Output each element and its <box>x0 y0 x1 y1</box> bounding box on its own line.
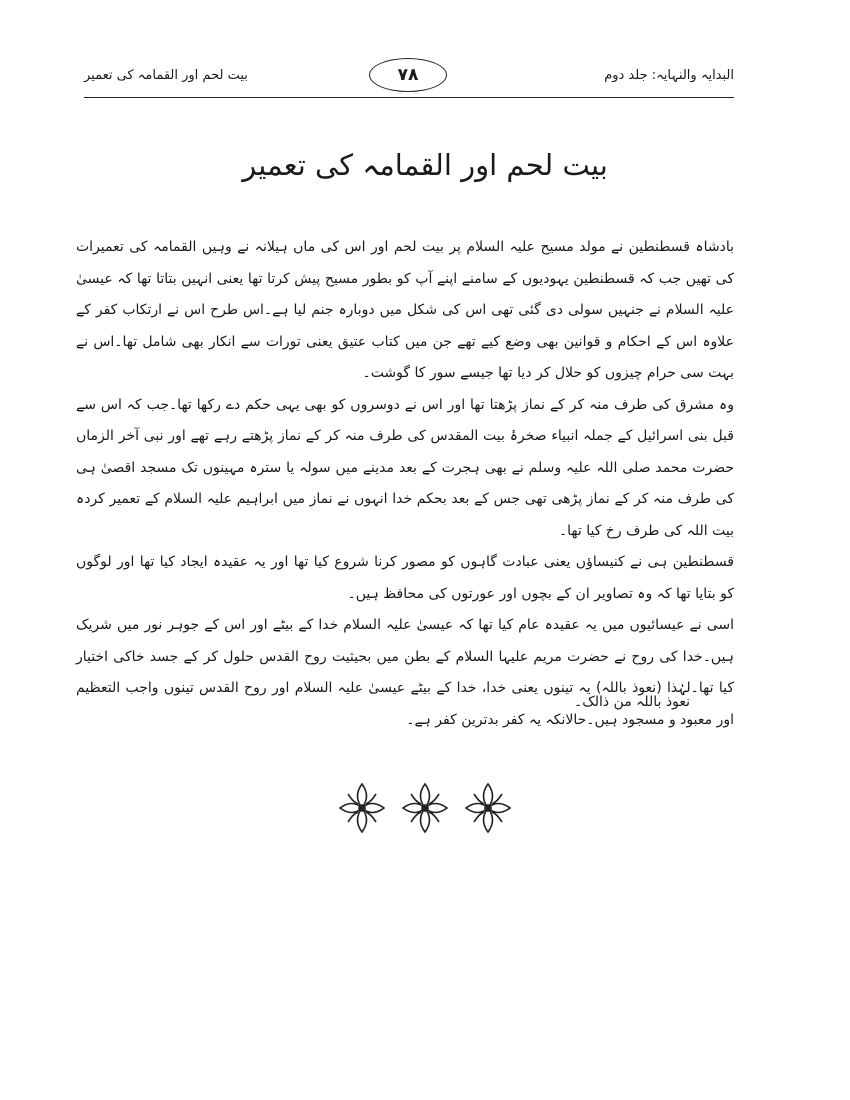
paragraph-2: وہ مشرق کی طرف منہ کر کے نماز پڑھتا تھا اور اس نے دوسروں کو بھی یہی حکم دے رکھا تھا۔جب کہ اس سے قبل بنی اسرائیل کے جملہ انبیاء صخرۂ بیت المقدس کی طرف منہ کر کے نماز پڑھتے رہے تھے اور نبی آخر الزماں حضرت محمد صلی اللہ علیہ وسلم نے بھی ہجرت کے بعد مدینے میں سولہ یا سترہ مہینوں تک مسجد اقصیٰ ہی کی طرف منہ کر کے نماز پڑھی تھی جس کے بعد بحکم خدا انہوں نے نماز میں ابراہیم علیہ السلام کے تعمیر کردہ بیت اللہ کی طرف رخ کیا تھا۔ <box>76 396 734 539</box>
header-chapter-title: بیت لحم اور القمامہ کی تعمیر <box>84 68 248 83</box>
running-header <box>84 58 734 96</box>
paragraph-1: بادشاہ قسطنطین نے مولد مسیح علیہ السلام پر بیت لحم اور اس کی ماں ہیلانہ نے وہیں القمامہ کی تعمیرات کی تھیں جب کہ قسطنطین یہودیوں کے سامنے اپنے آپ کو بطور مسیح پیش کرتا تھا یعنی انہیں بتاتا تھا کہ عیسیٰ علیہ السلام نے جنہیں سولی دی گئی تھی اس کی شکل میں دوبارہ جنم لیا ہے۔اس طرح اس نے ارتکاب کفر کے علاوہ اس کے احکام و قوانین بھی وضع کیے تھے جن میں کتاب عتیق یعنی تورات سے انکار بھی شامل تھا۔اس نے بہت سی حرام چیزوں کو حلال کر دیا تھا جیسے سور کا گوشت۔ <box>76 239 734 381</box>
body-text <box>76 232 734 736</box>
paragraph-4: اسی نے عیسائیوں میں یہ عقیدہ عام کیا تھا کہ عیسیٰ علیہ السلام خدا کے بیٹے اور اس کے جوہر نور میں شریک ہیں۔خدا کی روح نے حضرت مریم علیہا السلام کے بطن میں بحیثیت روح القدس حلول کر کے جسد خاکی اختیار کیا تھا۔لہٰذا (نعوذ باللہ) یہ تینوں یعنی خدا، خدا کے بیٹے عیسیٰ علیہ السلام اور روح القدس تینوں واجب التعظیم اور معبود و مسجود ہیں۔حالانکہ یہ کفر بدترین کفر ہے۔ <box>76 617 734 728</box>
paragraph-3: قسطنطین ہی نے کنیساؤں یعنی عبادت گاہوں کو مصور کرنا شروع کیا تھا اور یہ عقیدہ ایجاد کیا تھا اور لوگوں کو بتایا تھا کہ وہ تصاویر ان کے بچوں اور عورتوں کی محافظ ہیں۔ <box>76 554 734 602</box>
closing-phrase: نعوذ باللہ من ذالک۔ <box>573 694 690 710</box>
header-book-title: البدایہ والنہایہ: جلد دوم <box>604 68 734 83</box>
page-number: ٧٨ <box>369 58 447 92</box>
header-divider <box>84 97 734 98</box>
floral-divider-icon <box>330 780 520 836</box>
page-title: بیت لحم اور القمامہ کی تعمیر <box>242 148 608 182</box>
